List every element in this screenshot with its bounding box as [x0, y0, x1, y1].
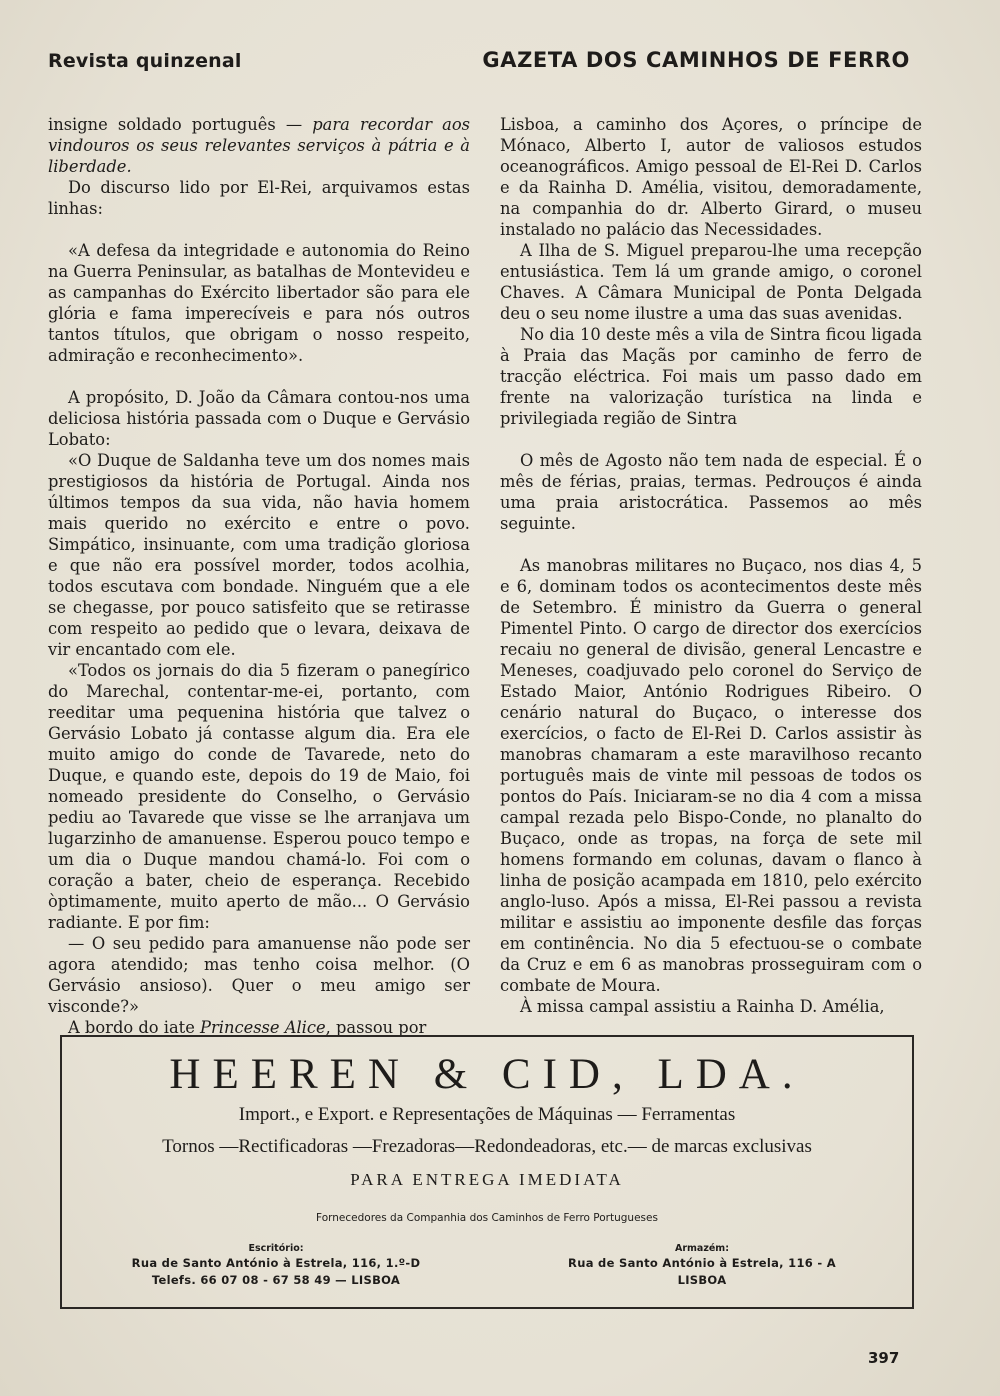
- article-columns: [48, 114, 922, 1037]
- italic-run: Princesse Alice: [200, 1018, 326, 1037]
- header-left: Revista quinzenal: [48, 50, 242, 72]
- dialogue-paragraph: — O seu pedido para amanuense não pode ser agora atendido; mas tenho coisa melhor. (O Gervásio ansioso). Quer o meu amigo ser visconde?»: [48, 934, 470, 1016]
- ad-office-street: Rua de Santo António à Estrela, 116, 1.º-D: [131, 1256, 421, 1270]
- advertisement-box: [60, 1035, 914, 1309]
- ad-office-label: Escritório:: [248, 1243, 304, 1254]
- header-right: GAZETA DOS CAMINHOS DE FERRO: [482, 48, 910, 72]
- italic-run: para recordar aos vindouros os seus relevantes serviços à pátria e à liberdade.: [48, 115, 470, 176]
- ad-suppliers-note: Fornecedores da Companhia dos Caminhos de Ferro Portugueses: [316, 1212, 658, 1224]
- ad-warehouse-city: LISBOA: [677, 1273, 727, 1287]
- paragraph: A propósito, D. João da Câmara contou-nos uma deliciosa história passada com o Duque e Gervásio Lobato:: [48, 388, 470, 449]
- quote-paragraph: «A defesa da integridade e autonomia do Reino na Guerra Peninsular, as batalhas de Montevideu e as campanhas do Exército libertador são para ele glória e fama imperecíveis e para nós outros tantos títulos, que obrigam o nosso respeito, admiração e reconhecimento».: [48, 241, 470, 365]
- ad-tagline-3: PARA ENTREGA IMEDIATA: [350, 1170, 624, 1189]
- ad-warehouse-street: Rua de Santo António à Estrela, 116 - A: [568, 1256, 836, 1270]
- paragraph: O mês de Agosto não tem nada de especial. É o mês de férias, praias, termas. Pedrouços é ainda uma praia aristocrática. Passemos ao mês seguinte.: [500, 451, 922, 533]
- paragraph: No dia 10 deste mês a vila de Sintra ficou ligada à Praia das Maçãs por caminho de ferro de tracção eléctrica. Foi mais um passo dado em frente na valorização turística na linda e privilegiada região de Sintra: [500, 325, 922, 428]
- paragraph: [48, 114, 470, 177]
- ad-office-phones: Telefs. 66 07 08 - 67 58 49 — LISBOA: [151, 1273, 401, 1287]
- quote-paragraph: «Todos os jornais do dia 5 fizeram o panegírico do Marechal, contentar-me-ei, portanto, com reeditar uma pequenina história que talvez o Gervásio Lobato já contasse algum dia. Era ele muito amigo do conde de Tavarede, neto do Duque, e quando este, depois do 19 de Maio, foi nomeado presidente do Conselho, o Gervásio pediu ao Tavarede que visse se lhe arranjava um lugarzinho de amanuense. Esperou pouco tempo e um dia o Duque mandou chamá-lo. Foi com o coração a bater, cheio de esperança. Recebido òptimamente, muito aperto de mão... O Gervásio radiante. E por fim:: [48, 661, 470, 932]
- paragraph: Lisboa, a caminho dos Açores, o príncipe de Mónaco, Alberto I, autor de valiosos estudos oceanográficos. Amigo pessoal de El-Rei D. Carlos e da Rainha D. Amélia, visitou, demoradamente, na companhia do dr. Alberto Girard, o museu instalado no palácio das Necessidades.: [500, 115, 922, 239]
- text-run: A bordo do iate: [68, 1018, 201, 1037]
- ad-warehouse-address: [512, 1242, 892, 1289]
- column-left: [48, 114, 470, 1037]
- text-run: insigne soldado português —: [48, 115, 313, 134]
- text-run: , passou por: [325, 1018, 427, 1037]
- ad-office-address: [86, 1242, 466, 1289]
- column-right: [500, 114, 922, 1016]
- running-header: [48, 48, 910, 72]
- paragraph: As manobras militares no Buçaco, nos dias 4, 5 e 6, dominam todos os acontecimentos deste mês de Setembro. É ministro da Guerra o general Pimentel Pinto. O cargo de director dos exercícios recaiu no general de divisão, general Lencastre e Meneses, coadjuvado pelo coronel do Serviço de Estado Maior, António Rodrigues Ribeiro. O cenário natural do Buçaco, o interesse dos exercícios, o facto de El-Rei D. Carlos assistir às manobras chamaram a este maravilhoso recanto português mais de vinte mil pessoas de todos os pontos do País. Iniciaram-se no dia 4 com a missa campal rezada pelo Bispo-Conde, no planalto do Buçaco, onde as tropas, na força de sete mil homens formando em colunas, davam o flanco à linha de posição acampada em 1810, pelo exército anglo-luso. Após a missa, El-Rei passou a revista militar e assistiu ao imponente desfile das forças em continência. No dia 5 efectuou-se o combate da Cruz e em 6 as manobras prosseguiram com o combate de Moura.: [500, 556, 922, 995]
- ad-warehouse-label: Armazém:: [674, 1243, 730, 1254]
- ad-tagline-2: Tornos —Rectificadoras —Frezadoras—Redondeadoras, etc.— de marcas exclusivas: [162, 1136, 812, 1157]
- paragraph: A Ilha de S. Miguel preparou-lhe uma recepção entusiástica. Tem lá um grande amigo, o coronel Chaves. A Câmara Municipal de Ponta Delgada deu o seu nome ilustre a uma das suas avenidas.: [500, 241, 922, 323]
- quote-paragraph: «O Duque de Saldanha teve um dos nomes mais prestigiosos da história de Portugal. Ainda nos últimos tempos da sua vida, não havia homem mais querido no exército e entre o povo. Simpático, insinuante, com uma tradição gloriosa e que não era possível morder, todos acolhia, todos escutava com bondade. Ninguém que a ele se chegasse, por pouco satisfeito que se retirasse com respeito ao pedido que o levara, deixava de vir encantado com ele.: [48, 451, 470, 659]
- ad-company-name: HEEREN & CID, LDA.: [169, 1051, 805, 1098]
- page-number: 397: [868, 1349, 900, 1367]
- paragraph: À missa campal assistiu a Rainha D. Amélia,: [520, 997, 885, 1016]
- paragraph: Do discurso lido por El-Rei, arquivamos estas linhas:: [48, 178, 470, 218]
- ad-tagline-1: Import., e Export. e Representações de Máquinas — Ferramentas: [238, 1104, 736, 1125]
